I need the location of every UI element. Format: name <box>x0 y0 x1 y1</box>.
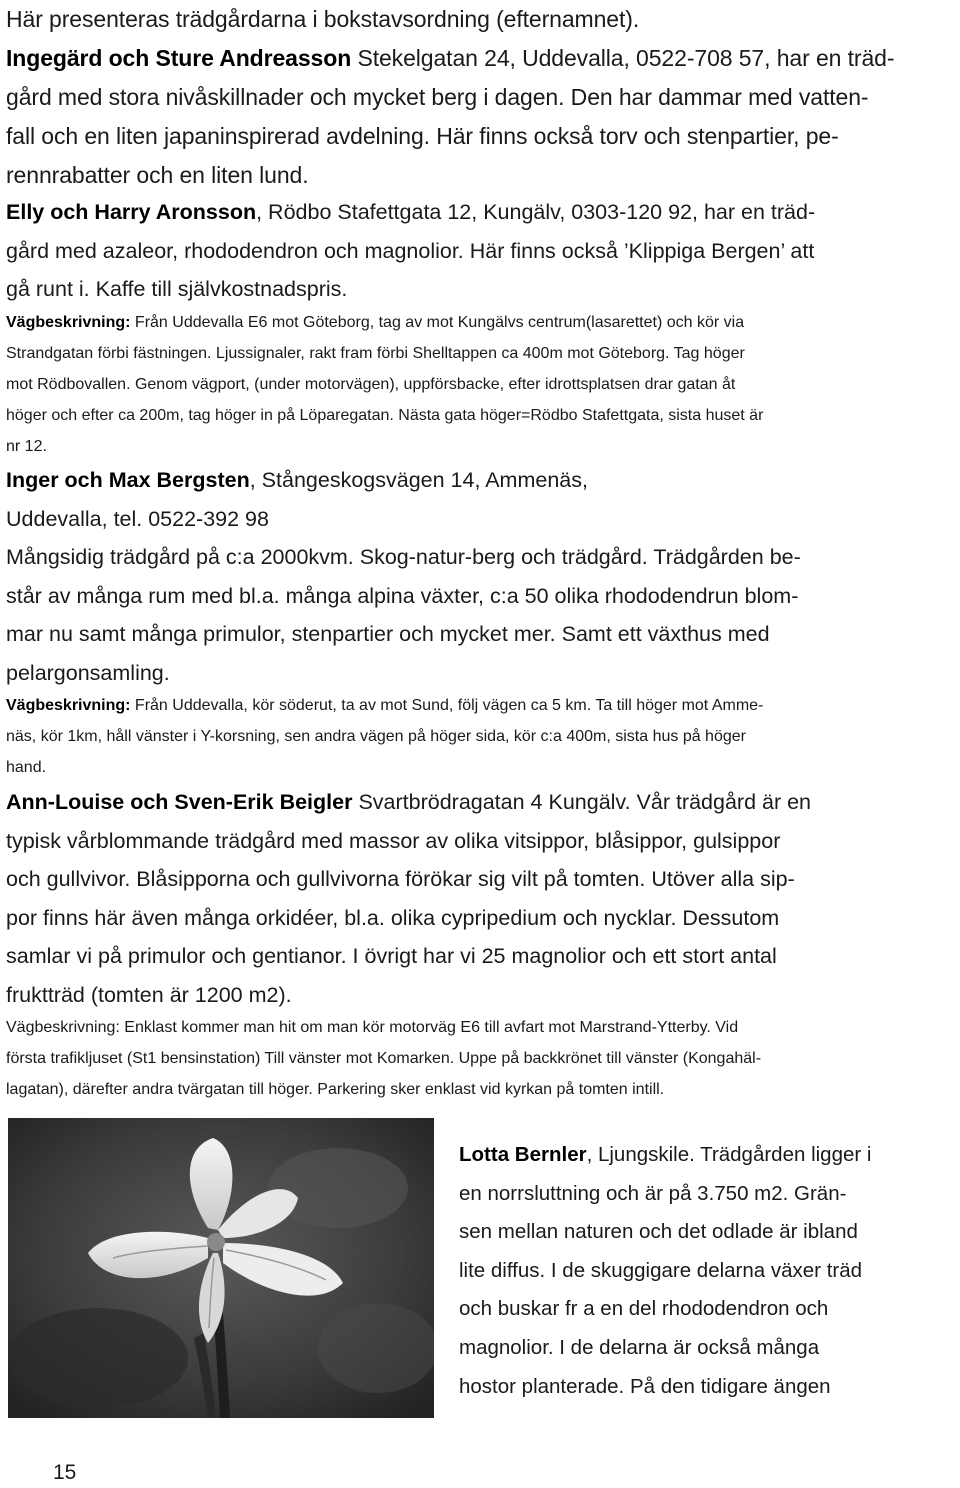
text-run: Svartbrödragatan 4 Kungälv. Vår trädgård är en <box>352 790 812 814</box>
directions-label: Vägbeskrivning: <box>6 314 131 331</box>
directions-label: Vägbeskrivning: <box>6 697 131 714</box>
text-line: lite diffus. I de skuggigare delarna växer träd <box>459 1258 863 1282</box>
directions-beigler <box>6 1012 952 1105</box>
text-line: hand. <box>6 759 47 776</box>
paragraph-bergsten <box>6 461 952 692</box>
text-line: står av många rum med bl.a. många alpina växter, c:a 50 olika rhododendrun blom- <box>6 583 799 608</box>
directions-bergsten <box>6 690 952 783</box>
text-run: Från Uddevalla E6 mot Göteborg, tag av mot Kungälvs centrum(lasarettet) och kör via <box>130 314 745 331</box>
text-line: gård med stora nivåskillnader och mycket berg i dagen. Den har dammar med vatten- <box>6 84 869 110</box>
text-line <box>459 1136 954 1175</box>
owner-name: Ingegärd och Sture Andreasson <box>6 45 352 71</box>
text-run: , Rödbo Stafettgata 12, Kungälv, 0303-120 92, har en träd- <box>256 200 816 224</box>
text-line: gård med azaleor, rhododendron och magnolior. Här finns också ’Klippiga Bergen’ att <box>6 238 815 263</box>
text-line: typisk vårblommande trädgård med massor av olika vitsippor, blåsippor, gulsippor <box>6 828 781 853</box>
text-line <box>6 39 952 78</box>
text-line: mar nu samt många primulor, stenpartier och mycket mer. Samt ett växthus med <box>6 622 770 646</box>
text-run: , Ljungskile. Trädgården ligger i <box>586 1143 872 1166</box>
paragraph-andreasson <box>6 0 952 195</box>
text-line: och gullvivor. Blåsipporna och gullvivorna förökar sig vilt på tomten. Utöver alla sip- <box>6 867 795 891</box>
text-line: rennrabatter och en liten lund. <box>6 162 309 188</box>
paragraph-bernler <box>459 1136 954 1406</box>
owner-name: Ann-Louise och Sven-Erik Beigler <box>6 790 353 814</box>
text-run: , Stångeskogsvägen 14, Ammenäs, <box>249 468 588 492</box>
directions-aronsson <box>6 307 952 462</box>
text-run: Från Uddevalla, kör söderut, ta av mot Sund, följ vägen ca 5 km. Ta till höger mot Amme- <box>130 697 764 714</box>
text-line: Strandgatan förbi fästningen. Ljussignaler, rakt fram förbi Shelltappen ca 400m mot Göteborg. Tag höger <box>6 345 745 362</box>
owner-name: Inger och Max Bergsten <box>6 468 250 492</box>
intro-line: Här presenteras trädgårdarna i bokstavsordning (efternamnet). <box>6 6 640 32</box>
text-line: fall och en liten japaninspirerad avdelning. Här finns också torv och stenpartier, pe- <box>6 123 839 149</box>
text-line <box>6 307 952 338</box>
owner-name: Lotta Bernler <box>459 1143 587 1166</box>
text-line: magnolior. I de delarna är också många <box>459 1335 820 1359</box>
paragraph-aronsson <box>6 193 952 309</box>
text-line: lagatan), därefter andra tvärgatan till höger. Parkering sker enklast vid kyrkan på tomten intill. <box>6 1081 665 1098</box>
text-line: Vägbeskrivning: Enklast kommer man hit om man kör motorväg E6 till avfart mot Marstrand-Ytterby. Vid <box>6 1019 739 1036</box>
paragraph-beigler <box>6 783 952 1014</box>
text-line: första trafikljuset (St1 bensinstation) Till vänster mot Komarken. Uppe på backkrönet till vänster (Kongahäl- <box>6 1050 762 1067</box>
text-line: och buskar fr a en del rhododendron och <box>459 1297 829 1321</box>
text-line: näs, kör 1km, håll vänster i Y-korsning, sen andra vägen på höger sida, kör c:a 400m, sista hus på höger <box>6 728 746 745</box>
text-line: Mångsidig trädgård på c:a 2000kvm. Skog-natur-berg och trädgård. Trädgården be- <box>6 545 801 569</box>
text-line: Uddevalla, tel. 0522-392 98 <box>6 506 269 531</box>
text-line: sen mellan naturen och det odlade är ibland <box>459 1220 858 1244</box>
text-line: por finns här även många orkidéer, bl.a. olika cypripedium och nycklar. Dessutom <box>6 905 780 930</box>
text-line <box>6 690 952 721</box>
page-number: 15 <box>53 1461 77 1484</box>
text-line: mot Rödbovallen. Genom vägport, (under motorvägen), uppförsbacke, efter idrottsplatsen drar gatan åt <box>6 376 736 393</box>
text-line: pelargonsamling. <box>6 660 170 685</box>
iris-flower-icon <box>8 1118 434 1418</box>
text-line: fruktträd (tomten är 1200 m2). <box>6 982 292 1007</box>
text-line: en norrsluttning och är på 3.750 m2. Grän- <box>459 1181 847 1205</box>
text-line <box>6 193 952 232</box>
text-line <box>6 461 952 500</box>
text-line: gå runt i. Kaffe till självkostnadspris. <box>6 277 348 301</box>
iris-flower-photo <box>8 1118 434 1418</box>
text-run: Stekelgatan 24, Uddevalla, 0522-708 57, har en träd- <box>357 45 895 71</box>
text-line: nr 12. <box>6 438 47 455</box>
owner-name: Elly och Harry Aronsson <box>6 200 257 224</box>
text-line: höger och efter ca 200m, tag höger in på Löparegatan. Nästa gata höger=Rödbo Stafettgata, sista huset är <box>6 407 764 424</box>
text-line: hostor planterade. På den tidigare ängen <box>459 1374 831 1398</box>
text-line <box>6 783 952 822</box>
text-line: samlar vi på primulor och gentianor. I övrigt har vi 25 magnolior och ett stort antal <box>6 944 777 968</box>
